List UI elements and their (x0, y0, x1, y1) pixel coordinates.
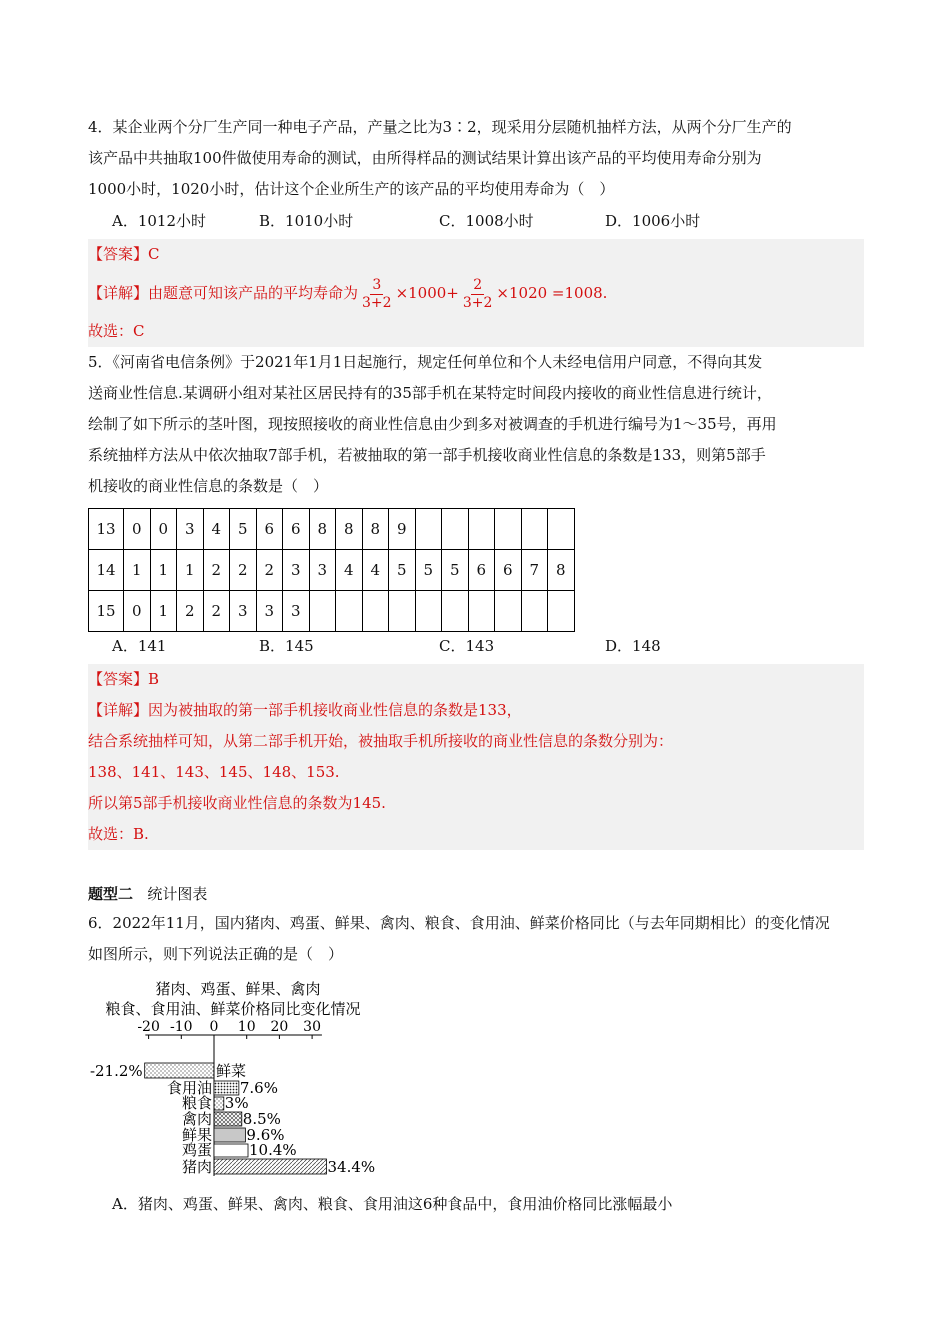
q4-option-a: A．1012小时 (112, 212, 207, 230)
bar-0 (145, 1063, 214, 1078)
leaf-cell: 6 (468, 550, 495, 591)
leaf-cell: 6 (256, 509, 283, 550)
leaf-cell: 0 (124, 509, 151, 550)
category-label: 猪肉 (181, 1158, 212, 1176)
leaf-cell (468, 591, 495, 632)
leaf-cell: 3 (177, 509, 204, 550)
leaf-cell: 5 (442, 550, 469, 591)
q5-detail4: 所以第5部手机接收商业性信息的条数为145. (88, 794, 386, 812)
leaf-cell: 3 (230, 591, 257, 632)
bar-3 (214, 1112, 242, 1126)
q5-option-b: B．145 (259, 637, 314, 655)
q5-option-d: D．148 (605, 637, 661, 655)
q4-detail (88, 270, 864, 316)
q5-option-c: C．143 (439, 637, 495, 655)
q5-line4: 系统抽样方法从中依次抽取7部手机，若被抽取的第一部手机接收商业性信息的条数是133，则第5部手 (88, 446, 766, 464)
q4-option-c: C．1008小时 (439, 212, 534, 230)
leaf-cell (442, 591, 469, 632)
q5-conclusion: 故选：B. (88, 825, 149, 843)
q4-answer: 【答案】C (88, 245, 160, 263)
category-label: 禽肉 (181, 1110, 212, 1128)
x-tick-label: -20 (137, 1019, 160, 1035)
q4-frac2-num: 2 (473, 276, 483, 293)
document-page (88, 112, 864, 1220)
stem-row (89, 509, 575, 550)
price-change-chart (88, 974, 408, 1189)
q5-detail2: 结合系统抽样可知，从第二部手机开始，被抽取手机所接收的商业性信息的条数分别为： (88, 732, 674, 750)
leaf-cell (495, 509, 522, 550)
q4-term1: ×1000+ (395, 284, 459, 302)
leaf-cell (362, 591, 389, 632)
q4-fraction-1 (360, 277, 394, 312)
x-tick-label: 30 (303, 1019, 322, 1035)
category-label: 鲜果 (181, 1126, 212, 1144)
value-label: 10.4% (249, 1141, 297, 1159)
q5-detail3: 138、141、143、145、148、153. (88, 763, 340, 781)
leaf-cell: 6 (283, 509, 310, 550)
section-label: 题型二 (88, 885, 134, 903)
leaf-cell (415, 591, 442, 632)
bar-2 (214, 1097, 224, 1110)
x-tick-label: 20 (270, 1019, 289, 1035)
chart-title: 猪肉、鸡蛋、鲜果、禽肉 (155, 980, 321, 998)
q5-line2: 送商业性信息.某调研小组对某社区居民持有的35部手机在某特定时间段内接收的商业性信息进行统计， (88, 384, 772, 402)
leaf-cell: 8 (309, 509, 336, 550)
leaf-cell: 0 (150, 509, 177, 550)
category-label: 粮食 (181, 1094, 212, 1112)
value-label: 3% (224, 1094, 249, 1112)
chart-svg (88, 974, 408, 1189)
leaf-cell: 6 (495, 550, 522, 591)
leaf-cell: 5 (389, 550, 416, 591)
q6-option-a: A．猪肉、鸡蛋、鲜果、禽肉、粮食、食用油这6种食品中，食用油价格同比涨幅最小 (112, 1195, 673, 1213)
section-heading (88, 880, 864, 908)
leaf-cell: 9 (389, 509, 416, 550)
leaf-cell: 4 (336, 550, 363, 591)
leaf-cell (309, 591, 336, 632)
q4-detail-prefix: 【详解】由题意可知该产品的平均寿命为 (88, 284, 359, 302)
value-label: 7.6% (239, 1079, 278, 1097)
q6-line1: 6．2022年11月，国内猪肉、鸡蛋、鲜果、禽肉、粮食、食用油、鲜菜价格同比（与去年同期相比）的变化情况 (88, 914, 830, 932)
value-label: -21.2% (89, 1062, 143, 1080)
leaf-cell (521, 591, 548, 632)
x-tick-label: 0 (209, 1019, 219, 1035)
q5-line1: 5．《河南省电信条例》于2021年1月1日起施行，规定任何单位和个人未经电信用户同意，不得向其发 (88, 353, 763, 371)
leaf-cell (548, 509, 575, 550)
leaf-cell: 3 (256, 591, 283, 632)
stem-cell: 15 (89, 591, 124, 632)
leaf-cell: 3 (283, 550, 310, 591)
leaf-cell (415, 509, 442, 550)
leaf-cell (442, 509, 469, 550)
q5-line3: 绘制了如下所示的茎叶图，现按照接收的商业性信息由少到多对被调查的手机进行编号为1～35号，再用 (88, 415, 777, 433)
leaf-cell: 1 (124, 550, 151, 591)
leaf-cell: 8 (362, 509, 389, 550)
stem-leaf-table (88, 508, 575, 632)
leaf-cell: 1 (150, 591, 177, 632)
value-label: 9.6% (246, 1126, 285, 1144)
q4-line1: 4．某企业两个分厂生产同一种电子产品，产量之比为3∶2，现采用分层随机抽样方法，从两个分厂生产的 (88, 118, 792, 136)
leaf-cell: 2 (256, 550, 283, 591)
leaf-cell: 2 (203, 550, 230, 591)
stem-row (89, 591, 575, 632)
leaf-cell (495, 591, 522, 632)
chart-subtitle: 粮食、食用油、鲜菜价格同比变化情况 (105, 1000, 361, 1018)
q4-conclusion: 故选：C (88, 322, 145, 340)
x-tick-label: -10 (170, 1019, 193, 1035)
x-tick-label: 10 (237, 1019, 256, 1035)
q4-options (88, 207, 864, 235)
leaf-cell: 0 (124, 591, 151, 632)
leaf-cell: 8 (336, 509, 363, 550)
q5-line5: 机接收的商业性信息的条数是（ ） (88, 477, 329, 495)
bar-1 (214, 1081, 239, 1095)
leaf-cell: 8 (548, 550, 575, 591)
leaf-cell: 1 (177, 550, 204, 591)
leaf-cell (389, 591, 416, 632)
q4-fraction-2 (461, 277, 495, 312)
q4-answer-block (88, 239, 864, 347)
bar-4 (214, 1128, 245, 1142)
leaf-cell (548, 591, 575, 632)
leaf-cell: 2 (230, 550, 257, 591)
category-label: 鲜菜 (216, 1062, 247, 1080)
leaf-cell (468, 509, 495, 550)
leaf-cell: 2 (177, 591, 204, 632)
q4-frac2-den: 3+2 (462, 294, 493, 311)
bar-6 (214, 1159, 326, 1174)
q5-detail1: 【详解】因为被抽取的第一部手机接收商业性信息的条数是133， (88, 701, 522, 719)
bar-5 (214, 1144, 248, 1157)
q5-options (88, 632, 864, 660)
q5-answer: 【答案】B (88, 670, 160, 688)
stem-row (89, 550, 575, 591)
stem-cell: 14 (89, 550, 124, 591)
leaf-cell: 7 (521, 550, 548, 591)
section-title: 统计图表 (147, 885, 208, 903)
q4-option-b: B．1010小时 (259, 212, 354, 230)
leaf-cell (521, 509, 548, 550)
q5-option-a: A．141 (112, 637, 167, 655)
category-label: 鸡蛋 (181, 1141, 212, 1159)
leaf-cell (336, 591, 363, 632)
q6-line2: 如图所示，则下列说法正确的是（ ） (88, 945, 344, 963)
q4-option-d: D．1006小时 (605, 212, 701, 230)
q4-frac1-num: 3 (372, 276, 382, 293)
leaf-cell: 3 (283, 591, 310, 632)
value-label: 8.5% (242, 1110, 281, 1128)
q5-answer-block (88, 664, 864, 850)
leaf-cell: 4 (362, 550, 389, 591)
q4-line3: 1000小时，1020小时，估计这个企业所生产的该产品的平均使用寿命为（ ） (88, 180, 615, 198)
leaf-cell: 5 (415, 550, 442, 591)
leaf-cell: 4 (203, 509, 230, 550)
leaf-cell: 5 (230, 509, 257, 550)
leaf-cell: 2 (203, 591, 230, 632)
stem-cell: 13 (89, 509, 124, 550)
q4-line2: 该产品中共抽取100件做使用寿命的测试，由所得样品的测试结果计算出该产品的平均使用寿命分别为 (88, 149, 762, 167)
leaf-cell: 3 (309, 550, 336, 591)
q4-term2: ×1020 =1008. (496, 284, 608, 302)
q4-frac1-den: 3+2 (362, 294, 392, 311)
category-label: 食用油 (166, 1079, 212, 1097)
value-label: 34.4% (327, 1158, 376, 1176)
leaf-cell: 1 (150, 550, 177, 591)
